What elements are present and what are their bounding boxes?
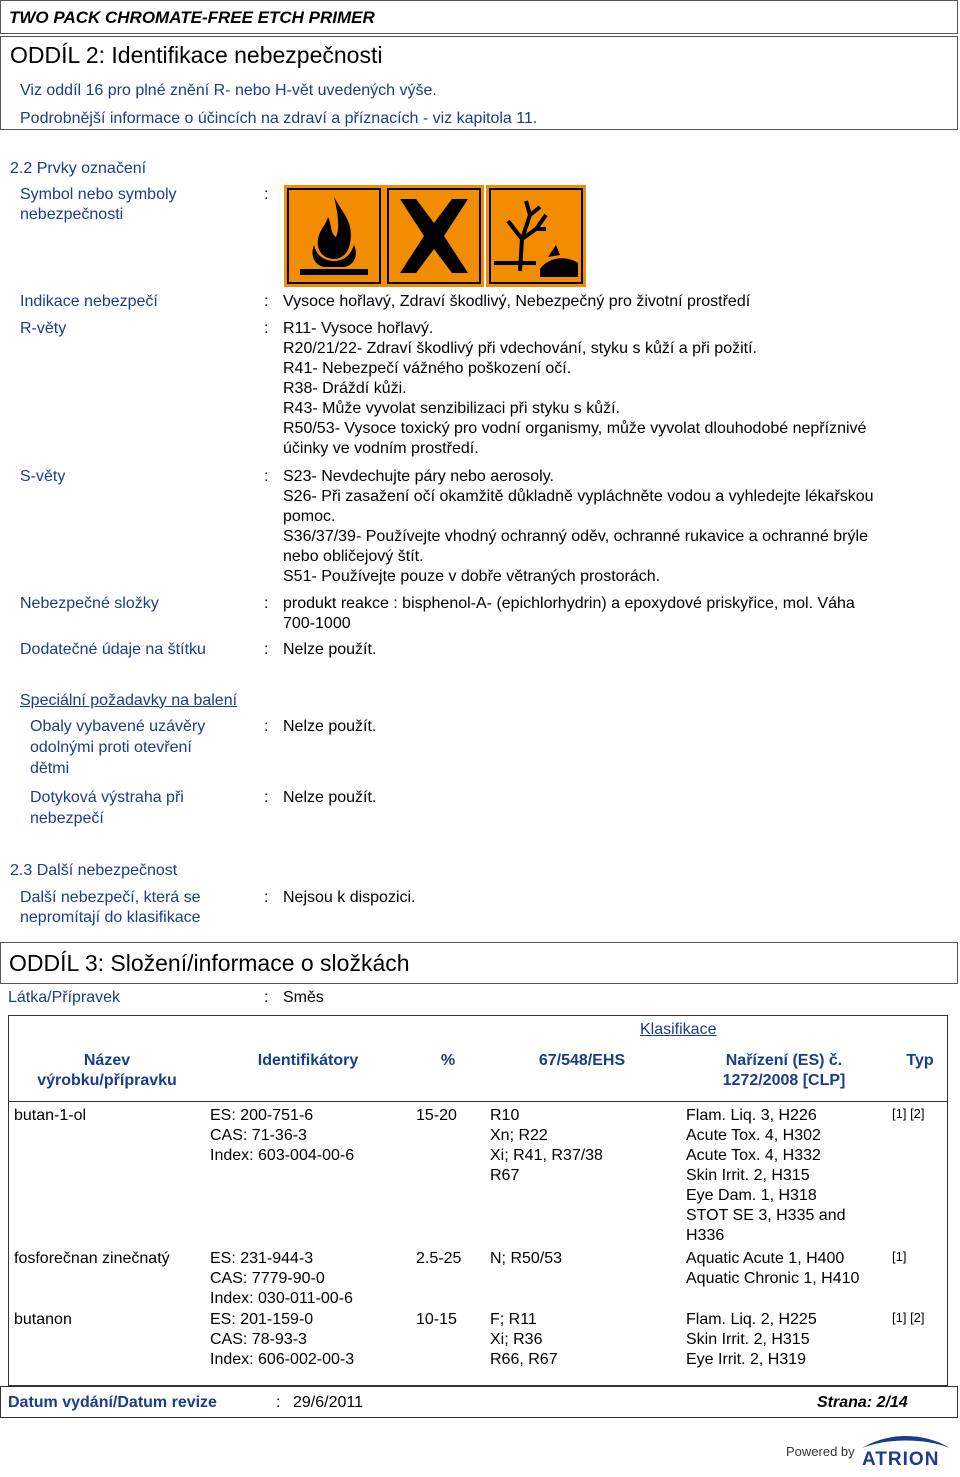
special-packaging-heading: Speciální požadavky na balení bbox=[20, 692, 238, 709]
header-identifiers: Identifikátory bbox=[257, 1052, 359, 1069]
document-title: TWO PACK CHROMATE-FREE ETCH PRIMER bbox=[9, 8, 375, 27]
r-sentence: R41- Nebezpečí vážného poškození očí. bbox=[283, 360, 572, 377]
table-row-clp: Flam. Liq. 3, H226 Acute Tox. 4, H302 Acute Tox. 4, H332 Skin Irrit. 2, H315 Eye Dam. 1, H318 STOT SE 3, H335 and H336 bbox=[686, 1107, 846, 1244]
colon: : bbox=[264, 595, 269, 612]
child-resistant-label: Obaly vybavené uzávěry bbox=[30, 718, 206, 735]
substance-label: Látka/Přípravek bbox=[8, 989, 121, 1006]
table-row-ehs: R10 Xn; R22 Xi; R41, R37/38 R67 bbox=[490, 1107, 603, 1184]
table-row-identifiers: ES: 201-159-0 CAS: 78-93-3 Index: 606-002-00-3 bbox=[210, 1311, 355, 1368]
tactile-warning-label: nebezpečí bbox=[30, 810, 104, 827]
colon: : bbox=[264, 468, 269, 485]
table-row-ehs: N; R50/53 bbox=[490, 1250, 563, 1267]
table-row-type: [1] [2] bbox=[892, 1310, 925, 1325]
table-row-percent: 15-20 bbox=[416, 1107, 457, 1124]
s-sentence: S36/37/39- Používejte vhodný ochranný oděv, ochranné rukavice a ochranné brýle bbox=[283, 528, 868, 545]
colon: : bbox=[264, 293, 269, 310]
indication-label: Indikace nebezpečí bbox=[20, 293, 158, 310]
colon: : bbox=[264, 320, 269, 337]
table-row-type: [1] bbox=[892, 1249, 907, 1264]
colon: : bbox=[264, 989, 269, 1006]
s-sentence: S23- Nevdechujte páry nebo aerosoly. bbox=[283, 468, 554, 485]
child-resistant-label: odolnými proti otevření bbox=[30, 739, 192, 756]
page-number: Strana: 2/14 bbox=[817, 1394, 908, 1411]
hazardous-components-value: 700-1000 bbox=[283, 615, 351, 632]
subsection-2-3-heading: 2.3 Další nebezpečnost bbox=[10, 862, 178, 879]
tactile-warning-value: Nelze použít. bbox=[283, 789, 377, 806]
table-row-identifiers: ES: 231-944-3 CAS: 7779-90-0 Index: 030-011-00-6 bbox=[210, 1250, 353, 1307]
atrion-brand: ATRION bbox=[862, 1449, 940, 1470]
environment-icon bbox=[486, 185, 586, 287]
document-title-bar bbox=[0, 0, 958, 34]
symbols-label: nebezpečnosti bbox=[20, 206, 124, 223]
r-sentence: R43- Může vyvolat senzibilizaci při styku s kůží. bbox=[283, 400, 620, 417]
other-hazards-value: Nejsou k dispozici. bbox=[283, 889, 416, 906]
intro-line: Podrobnější informace o účincích na zdraví a příznacích - viz kapitola 11. bbox=[20, 110, 538, 127]
s-sentence: pomoc. bbox=[283, 508, 336, 525]
intro-line: Viz oddíl 16 pro plné znění R- nebo H-vět uvedených výše. bbox=[20, 82, 437, 99]
table-row-type: [1] [2] bbox=[892, 1106, 925, 1121]
header-percent: % bbox=[440, 1052, 456, 1069]
s-sentence: S26- Při zasažení očí okamžitě důkladně vypláchněte vodou a vyhledejte lékařskou bbox=[283, 488, 874, 505]
revision-date-value: 29/6/2011 bbox=[293, 1394, 363, 1411]
table-row-percent: 10-15 bbox=[416, 1311, 457, 1328]
symbols-label: Symbol nebo symboly bbox=[20, 186, 177, 203]
header-product-name: Název výrobku/přípravku bbox=[37, 1052, 177, 1089]
classification-heading: Klasifikace bbox=[640, 1021, 717, 1038]
r-sentence: účinky ve vodním prostředí. bbox=[283, 440, 479, 457]
r-sentence: R20/21/22- Zdraví škodlivý při vdechování, styku s kůží a při požití. bbox=[283, 340, 757, 357]
other-hazards-label: Další nebezpečí, která se bbox=[20, 889, 201, 906]
colon: : bbox=[264, 789, 269, 806]
other-hazards-label: nepromítají do klasifikace bbox=[20, 909, 201, 926]
tactile-warning-label: Dotyková výstraha při bbox=[30, 789, 184, 806]
table-row-name: fosforečnan zinečnatý bbox=[14, 1250, 170, 1267]
indication-value: Vysoce hořlavý, Zdraví škodlivý, Nebezpečný pro životní prostředí bbox=[283, 293, 751, 310]
colon: : bbox=[264, 718, 269, 735]
s-sentences-label: S-věty bbox=[20, 468, 66, 485]
revision-date-label: Datum vydání/Datum revize bbox=[8, 1394, 217, 1411]
colon: : bbox=[264, 889, 269, 906]
table-row-clp: Flam. Liq. 2, H225 Skin Irrit. 2, H315 Eye Irrit. 2, H319 bbox=[686, 1311, 817, 1368]
colon: : bbox=[264, 186, 269, 203]
table-row-percent: 2.5-25 bbox=[416, 1250, 462, 1267]
table-row-name: butan-1-ol bbox=[14, 1107, 87, 1124]
section-3-box bbox=[0, 942, 958, 984]
substance-value: Směs bbox=[283, 989, 324, 1006]
section-2-heading: ODDÍL 2: Identifikace nebezpečnosti bbox=[10, 42, 383, 68]
subsection-2-2-heading: 2.2 Prvky označení bbox=[10, 160, 147, 177]
flame-icon bbox=[284, 185, 384, 287]
table-row-clp: Aquatic Acute 1, H400 Aquatic Chronic 1, H410 bbox=[686, 1250, 860, 1287]
header-67-548-ehs: 67/548/EHS bbox=[538, 1052, 626, 1069]
extra-label-info-value: Nelze použít. bbox=[283, 641, 377, 658]
colon: : bbox=[264, 641, 269, 658]
table-row-ehs: F; R11 Xi; R36 R66, R67 bbox=[490, 1311, 558, 1368]
s-sentence: nebo obličejový štít. bbox=[283, 548, 424, 565]
colon: : bbox=[276, 1394, 281, 1411]
hazardous-components-label: Nebezpečné složky bbox=[20, 595, 159, 612]
powered-by-text: Powered by bbox=[786, 1444, 855, 1459]
r-sentence: R50/53- Vysoce toxický pro vodní organismy, může vyvolat dlouhodobé nepříznivé bbox=[283, 420, 867, 437]
s-sentence: S51- Používejte pouze v dobře větraných prostorách. bbox=[283, 568, 661, 585]
table-row-name: butanon bbox=[14, 1311, 72, 1328]
child-resistant-label: dětmi bbox=[30, 760, 70, 777]
child-resistant-value: Nelze použít. bbox=[283, 718, 377, 735]
r-sentences-label: R-věty bbox=[20, 320, 67, 337]
r-sentence: R11- Vysoce hořlavý. bbox=[283, 320, 434, 337]
r-sentence: R38- Dráždí kůži. bbox=[283, 380, 407, 397]
header-clp: Nařízení (ES) č. 1272/2008 [CLP] bbox=[722, 1052, 846, 1089]
hazardous-components-value: produkt reakce : bisphenol-A- (epichlorhydrin) a epoxydové priskyřice, mol. Váha bbox=[283, 595, 855, 612]
extra-label-info-label: Dodatečné údaje na štítku bbox=[20, 641, 206, 658]
table-row-identifiers: ES: 200-751-6 CAS: 71-36-3 Index: 603-004-00-6 bbox=[210, 1107, 355, 1164]
header-type: Typ bbox=[906, 1052, 934, 1069]
cross-icon bbox=[384, 185, 484, 287]
section-3-heading: ODDÍL 3: Složení/informace o složkách bbox=[9, 950, 410, 976]
